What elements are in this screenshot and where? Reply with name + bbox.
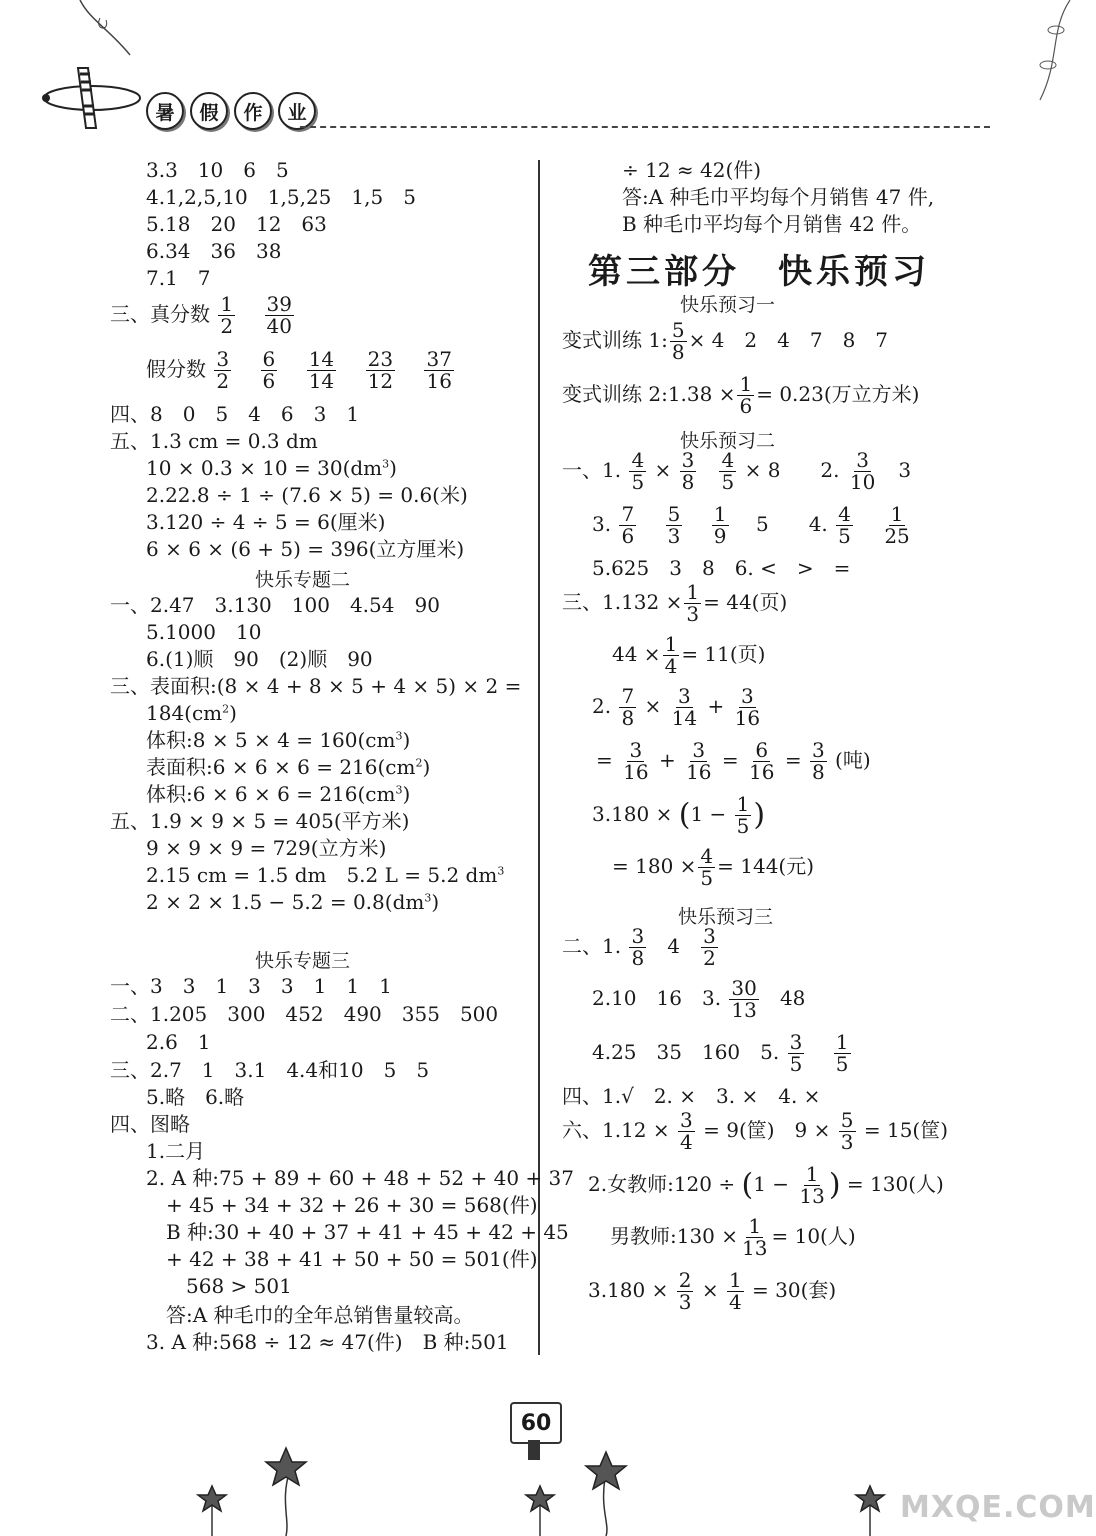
answer-line: 五、1.3 cm = 0.3 dm	[110, 429, 318, 453]
answer-line: 2.22.8 ÷ 1 ÷ (7.6 × 5) = 0.6(米)	[146, 483, 468, 507]
answer-line: 一、1. $\frac{4}{5}$ × $\frac{3}{8}$ $\frac{4}{5}$ × 8 2. $\frac{3}{10}$ 3	[562, 448, 912, 494]
answer-line: 44 × $\frac{1}{4}$ = 11(页)	[612, 632, 766, 678]
section-title: 快乐预习三	[678, 906, 774, 928]
header-badge: 假	[190, 92, 228, 130]
answer-line: 体积:6 × $6 \times 6 = 216(cm^3)$	[146, 782, 411, 806]
answer-line: 5.1000 10	[146, 620, 262, 644]
answer-line: 3. $\frac{7}{6}$ $\frac{5}{3}$ $\frac{1}{9}$ 5 4. $\frac{4}{5}$ $\frac{1}{25}$	[592, 502, 910, 548]
answer-line: 6 × 6 × (6 + 5) = 396(立方厘米)	[146, 537, 465, 561]
answer-line: ÷ 12 ≈ 42(件)	[622, 158, 762, 182]
answer-line	[146, 349, 456, 392]
section-title: 快乐专题二	[255, 569, 351, 591]
answer-line: 2. A 种:75 + 89 + 60 + 48 + 52 + 40 + 37	[146, 1166, 574, 1190]
header-title	[146, 92, 316, 130]
answer-line: 变式训练 1: $\frac{5}{8}$ × 4 2 4 7 8 7	[562, 318, 889, 364]
answer-line: = 180 × $\frac{4}{5}$ = 144(元)	[612, 844, 815, 890]
section-title: 快乐预习二	[680, 430, 776, 452]
fraction: $\frac{1}{2}$	[220, 292, 234, 338]
section-title: 快乐专题三	[255, 950, 351, 972]
answer-line: $184(cm^2)$	[146, 701, 237, 725]
label: 假分数	[146, 357, 206, 381]
header-badge: 暑	[146, 92, 184, 130]
label: 三、真分数	[110, 302, 210, 326]
answer-line: + 45 + 34 + 32 + 26 + 30 = 568(件)	[166, 1193, 538, 1217]
answer-line: $2 \times 2 \times 1.5 - 5.2 = 0.8(dm^3)$	[146, 890, 440, 914]
answer-line: 4.25 35 160 5. $\frac{3}{5}$ $\frac{1}{5}$	[592, 1030, 849, 1076]
answer-line: 变式训练 2:1.38 × $\frac{1}{6}$ = 0.23(万立方米)	[562, 372, 920, 418]
answer-line: B 种毛巾平均每个月销售 42 件。	[622, 212, 922, 236]
fraction: $\frac{37}{16}$	[426, 347, 452, 393]
answer-line: 5.18 20 12 63	[146, 212, 327, 236]
answer-line: 五、1.9 × 9 × 5 = 405(平方米)	[110, 809, 410, 833]
header-badge: 作	[234, 92, 272, 130]
answer-line: 4.1,2,5,10 1,5,25 1,5 5	[146, 185, 416, 209]
part-title: 第三部分 快乐预习	[588, 252, 930, 292]
answer-line: 三、1.132 × $\frac{1}{3}$ = 44(页)	[562, 580, 788, 626]
header-badge: 业	[278, 92, 316, 130]
answer-line: 7.1 7	[146, 266, 211, 290]
answer-line: 3.3 10 6 5	[146, 158, 289, 182]
answer-line: 568 > 501	[186, 1274, 292, 1298]
answer-line: 答:A 种毛巾的全年总销售量较高。	[166, 1303, 474, 1327]
answer-line: 3.180 × $\frac{2}{3}$ × $\frac{1}{4}$ = 30(套)	[588, 1268, 837, 1314]
answer-line: 3.180 × (1 − $\frac{1}{5}$ )	[592, 792, 766, 838]
answer-line: 一、2.47 3.130 100 4.54 90	[110, 593, 440, 617]
answer-line: 表面积:6 × $6 \times 6 = 216(cm^2)$	[146, 755, 431, 779]
answer-line: 5.625 3 8 6. < > =	[592, 556, 851, 580]
answer-line: 男教师:130 × $\frac{1}{13}$ = 10(人)	[610, 1214, 856, 1260]
answer-line: B 种:30 + 40 + 37 + 41 + 45 + 42 + 45	[166, 1220, 569, 1244]
answer-line: 四、1.√ 2. × 3. × 4. ×	[562, 1084, 821, 1108]
answer-line: 9 × 9 × 9 = 729(立方米)	[146, 836, 387, 860]
answer-line: + 42 + 38 + 41 + 50 + 50 = 501(件)	[166, 1247, 538, 1271]
answer-line: 四、图略	[110, 1112, 190, 1136]
fraction: $\frac{39}{40}$	[266, 292, 292, 338]
fraction: $\frac{14}{14}$	[308, 347, 335, 393]
answer-line: 6.(1)顺 90 (2)顺 90	[146, 647, 373, 671]
answer-line: 二、1. $\frac{3}{8}$ 4 $\frac{3}{2}$	[562, 924, 716, 970]
answer-line	[110, 294, 296, 337]
answer-line: 2.15 cm = 1.5 dm 5.2 L = 5.2 $dm^3$	[146, 863, 505, 887]
answer-line: 一、3 3 1 3 3 1 1 1	[110, 974, 392, 998]
answer-line: 6.34 36 38	[146, 239, 282, 263]
branch-decoration	[70, 0, 140, 60]
answer-line: 六、1.12 × $\frac{3}{4}$ = 9(筐) 9 × $\frac{5}{3}$ = 15(筐)	[562, 1108, 949, 1154]
answer-line: 2.10 16 3. $\frac{30}{13}$ 48	[592, 976, 806, 1022]
answer-line: 答:A 种毛巾平均每个月销售 47 件,	[622, 185, 935, 209]
answer-line: 2.女教师:120 ÷ (1 − $\frac{1}{13}$ ) = 130(人)	[588, 1162, 944, 1208]
answer-line: 3.120 ÷ 4 ÷ 5 = 6(厘米)	[146, 510, 386, 534]
header-divider	[300, 126, 990, 128]
answer-line: 体积:8 × $5 \times 4 = 160(cm^3)$	[146, 728, 411, 752]
answer-line: 2.6 1	[146, 1030, 211, 1054]
answer-line: 二、1.205 300 452 490 355 500	[110, 1002, 499, 1026]
star-flowers-decoration	[100, 1440, 1000, 1536]
answer-line: = $\frac{3}{16}$ + $\frac{3}{16}$ = $\frac{6}{16}$ = $\frac{3}{8}$ (吨)	[596, 738, 871, 784]
airplane-illustration	[30, 60, 150, 140]
section-title: 快乐预习一	[680, 294, 776, 316]
page-number: 60	[510, 1402, 562, 1444]
answer-line: 3. A 种:568 ÷ 12 ≈ 47(件) B 种:501	[146, 1330, 509, 1354]
answer-line: 四、8 0 5 4 6 3 1	[110, 402, 360, 426]
answer-line: $10 \times 0.3 \times 10 = 30(dm^3)$	[146, 456, 397, 480]
fraction: $\frac{3}{2}$	[216, 347, 230, 393]
answer-line: 三、表面积:(8 × 4 + 8 × 5 + 4 × 5) × 2 =	[110, 674, 522, 698]
fraction: $\frac{6}{6}$	[262, 347, 276, 393]
answer-line: 三、2.7 1 3.1 4.4和10 5 5	[110, 1058, 430, 1082]
answer-line: 5.略 6.略	[146, 1085, 245, 1109]
answer-line: 2. $\frac{7}{8}$ × $\frac{3}{14}$ + $\frac{3}{16}$	[592, 684, 761, 730]
flower-decoration	[1030, 0, 1076, 110]
fraction: $\frac{23}{12}$	[367, 347, 394, 393]
watermark-text: MXQE.COM	[900, 1490, 1096, 1525]
answer-line: 1.二月	[146, 1139, 206, 1163]
